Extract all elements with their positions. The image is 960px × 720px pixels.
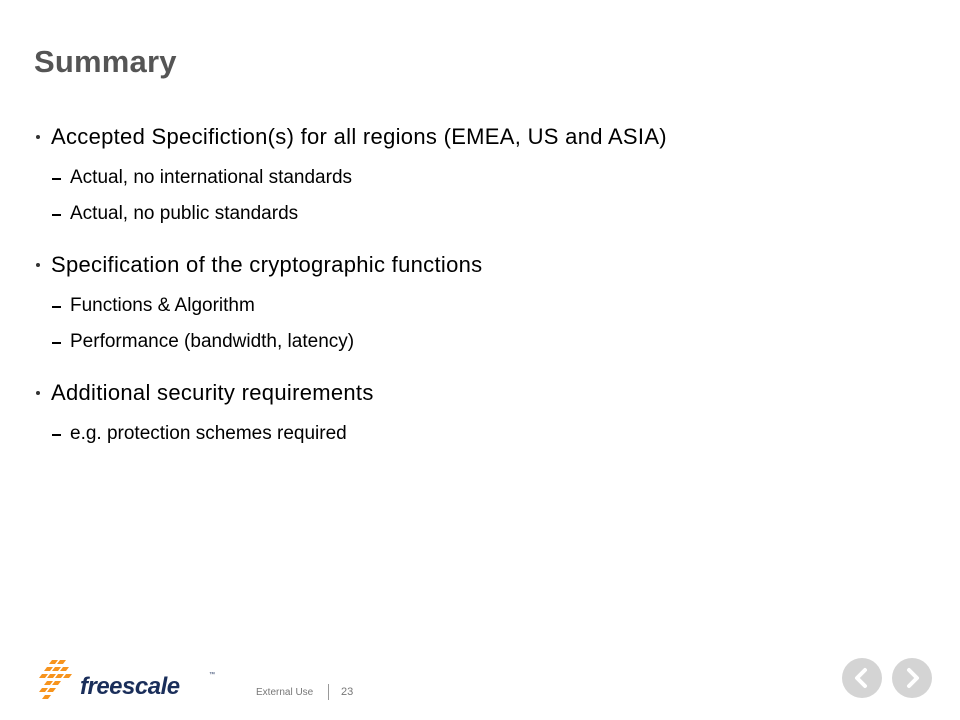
bullet-item: Accepted Specifiction(s) for all regions (EMEA, US and ASIA) <box>34 122 914 152</box>
sub-bullet-item: Actual, no international standards <box>34 167 914 188</box>
sub-bullet-item: Performance (bandwidth, latency) <box>34 331 914 352</box>
slide-footer <box>0 640 960 720</box>
sub-bullet-item: Actual, no public standards <box>34 203 914 224</box>
classification-label: External Use <box>256 687 314 698</box>
sub-bullet-item: e.g. protection schemes required <box>34 423 914 444</box>
previous-slide-button[interactable] <box>842 658 882 698</box>
bullet-item: Additional security requirements <box>34 378 914 408</box>
chevron-right-icon <box>902 667 922 689</box>
bullet-item: Specification of the cryptographic functions <box>34 250 914 280</box>
bullet-group-1 <box>34 122 914 224</box>
slide-title: Summary <box>34 44 177 79</box>
trademark-symbol: ™ <box>209 672 215 678</box>
logo-wordmark: freescale <box>80 673 180 700</box>
freescale-logo <box>38 658 228 708</box>
bullet-group-2 <box>34 250 914 352</box>
footer-divider <box>328 684 329 700</box>
next-slide-button[interactable] <box>892 658 932 698</box>
sub-bullet-item: Functions & Algorithm <box>34 295 914 316</box>
chevron-left-icon <box>852 667 872 689</box>
freescale-mark-icon <box>38 658 84 704</box>
bullet-list <box>34 122 914 470</box>
bullet-group-3 <box>34 378 914 444</box>
page-number: 23 <box>341 686 354 698</box>
